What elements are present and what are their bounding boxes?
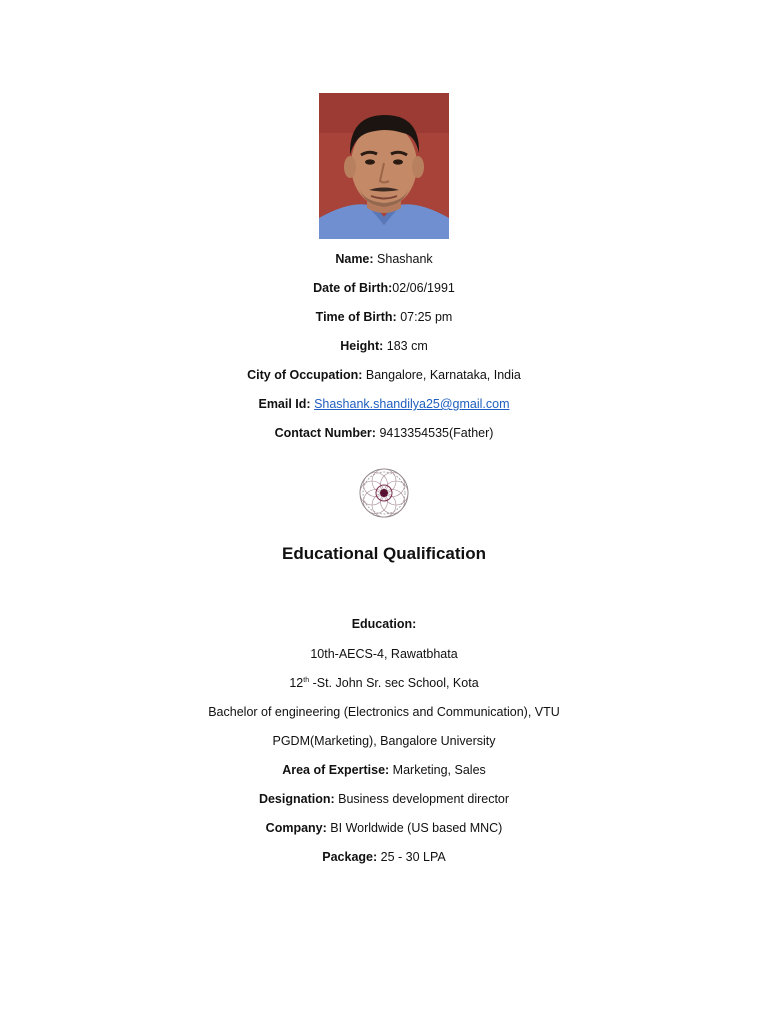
company-line bbox=[0, 820, 768, 836]
email-line bbox=[0, 396, 768, 412]
pgdm-line: PGDM(Marketing), Bangalore University bbox=[272, 734, 496, 748]
city-value: Bangalore, Karnataka, India bbox=[365, 368, 521, 382]
twelfth-sup: th bbox=[303, 676, 310, 684]
expertise-label: Area of Expertise: bbox=[282, 763, 390, 777]
email-link[interactable]: Shashank.shandilya25@gmail.com bbox=[314, 397, 510, 411]
height-label: Height: bbox=[340, 339, 384, 353]
package-label: Package: bbox=[322, 850, 378, 864]
twelfth-line bbox=[0, 675, 768, 691]
designation-value: Business development director bbox=[338, 792, 510, 806]
contact-value: 9413354535(Father) bbox=[379, 426, 494, 440]
tob-line bbox=[0, 309, 768, 325]
education-label: Education: bbox=[351, 617, 417, 631]
expertise-line bbox=[0, 762, 768, 778]
name-label: Name: bbox=[335, 252, 374, 266]
designation-label: Designation: bbox=[258, 792, 335, 806]
bachelor-line: Bachelor of engineering (Electronics and Communication), VTU bbox=[208, 705, 560, 719]
package-value: 25 - 30 LPA bbox=[380, 850, 446, 864]
mandala-ornament-icon bbox=[358, 467, 410, 519]
designation-line bbox=[0, 791, 768, 807]
dob-label: Date of Birth: bbox=[313, 281, 393, 295]
contact-label: Contact Number: bbox=[274, 426, 376, 440]
city-line bbox=[0, 367, 768, 383]
tob-value: 07:25 pm bbox=[400, 310, 453, 324]
name-value: Shashank bbox=[377, 252, 433, 266]
dob-line bbox=[0, 280, 768, 296]
name-line bbox=[0, 251, 768, 267]
company-label: Company: bbox=[265, 821, 327, 835]
height-value: 183 cm bbox=[386, 339, 428, 353]
education-line bbox=[0, 616, 768, 632]
package-line bbox=[0, 849, 768, 865]
email-label: Email Id: bbox=[258, 397, 311, 411]
tenth-line: 10th-AECS-4, Rawatbhata bbox=[310, 647, 458, 661]
profile-photo bbox=[319, 93, 449, 239]
tob-label: Time of Birth: bbox=[315, 310, 397, 324]
height-line bbox=[0, 338, 768, 354]
company-value: BI Worldwide (US based MNC) bbox=[330, 821, 503, 835]
city-label: City of Occupation: bbox=[247, 368, 363, 382]
section-heading: Educational Qualification bbox=[281, 544, 487, 563]
dob-value: 02/06/1991 bbox=[392, 281, 455, 295]
contact-line bbox=[0, 425, 768, 441]
expertise-value: Marketing, Sales bbox=[392, 763, 486, 777]
twelfth-rest: -St. John Sr. sec School, Kota bbox=[309, 676, 479, 690]
twelfth-prefix: 12 bbox=[289, 676, 304, 690]
